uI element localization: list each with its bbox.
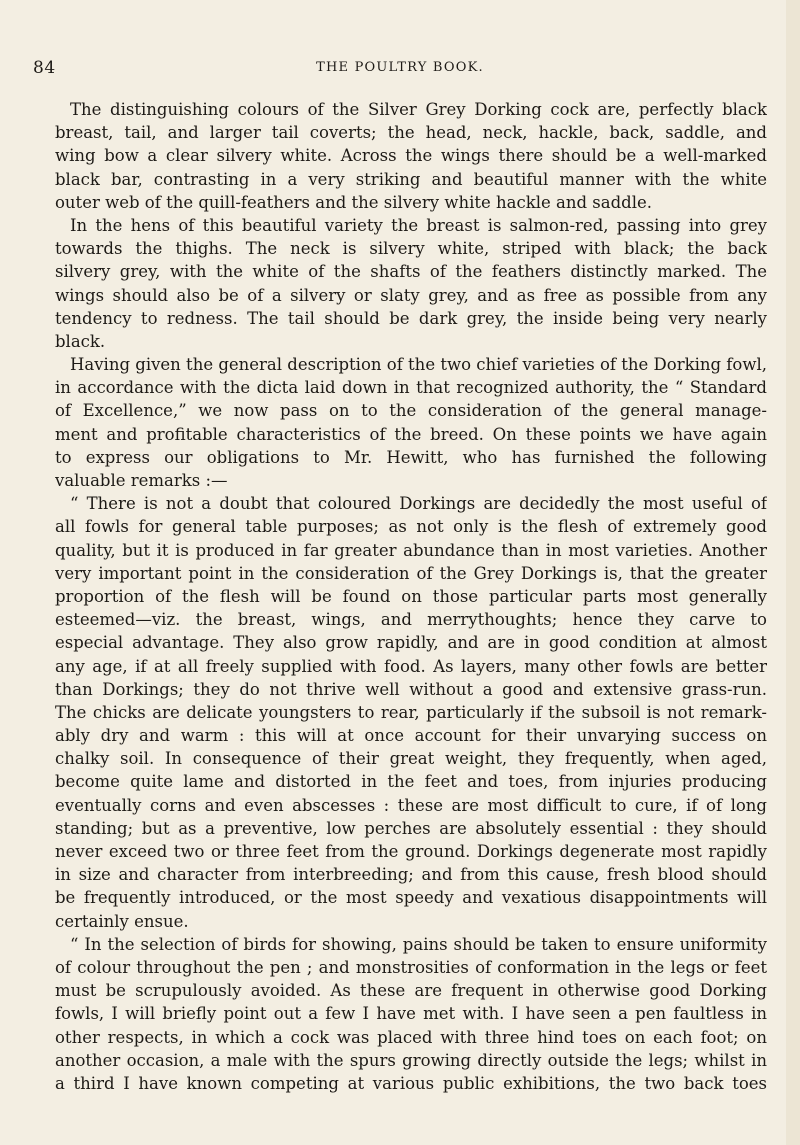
text-line: fowls, I will briefly point out a few I have met with. I have seen a pen faultless in (55, 1004, 767, 1024)
text-line: quality, but it is produced in far greater abundance than in most varieties. Another (55, 540, 767, 560)
text-line: a third I have known competing at various public exhibitions, the two back toes (55, 1073, 767, 1093)
text-line: especial advantage. They also grow rapidly, and are in good condition at almost (55, 633, 767, 653)
text-line: towards the thighs. The neck is silvery white, striped with black; the back (55, 239, 767, 259)
running-head: THE POULTRY BOOK. (316, 60, 484, 75)
text-line: another occasion, a male with the spurs growing directly outside the legs; whilst in (55, 1050, 767, 1070)
text-line: wings should also be of a silvery or slaty grey, and as free as possible from any (55, 285, 767, 305)
text-line: in accordance with the dicta laid down in that recognized authority, the “ Standard (55, 378, 767, 398)
text-line: of Excellence,” we now pass on to the consideration of the general manage- (55, 401, 767, 421)
text-line: esteemed—viz. the breast, wings, and merrythoughts; hence they carve to (55, 610, 767, 630)
text-line: must be scrupulously avoided. As these are frequent in otherwise good Dorking (55, 981, 767, 1001)
text-line: The distinguishing colours of the Silver Grey Dorking cock are, perfectly black (70, 100, 767, 119)
text-line: certainly ensue. (55, 911, 189, 931)
text-line: valuable remarks :— (55, 471, 228, 490)
text-line: standing; but as a preventive, low perches are absolutely essential : they should (55, 818, 767, 838)
text-line: “ In the selection of birds for showing, pains should be taken to ensure uniformity (70, 934, 767, 954)
text-line: outer web of the quill-feathers and the silvery white hackle and saddle. (55, 192, 653, 212)
text-line: be frequently introduced, or the most speedy and vexatious disappointments will (55, 888, 767, 908)
text-line: wing bow a clear silvery white. Across the wings there should be a well-marked (55, 146, 767, 166)
body-text (55, 98, 767, 1095)
text-line: eventually corns and even abscesses : these are most difficult to cure, if of long (55, 795, 767, 815)
text-line: The chicks are delicate youngsters to rear, particularly if the subsoil is not remark- (55, 702, 767, 722)
text-line: than Dorkings; they do not thrive well without a good and extensive grass-run. (55, 679, 767, 699)
text-line: tendency to redness. The tail should be dark grey, the inside being very nearly (55, 308, 767, 328)
text-line: black bar, contrasting in a very striking and beautiful manner with the white (55, 169, 767, 189)
page-edge (786, 0, 800, 1145)
text-line: never exceed two or three feet from the ground. Dorkings degenerate most rapidly (55, 842, 767, 861)
text-line: silvery grey, with the white of the shafts of the feathers distinctly marked. The (55, 262, 767, 282)
text-line: In the hens of this beautiful variety the breast is salmon-red, passing into grey (70, 215, 767, 235)
text-line: all fowls for general table purposes; as not only is the flesh of extremely good (55, 517, 767, 537)
text-line: ment and profitable characteristics of the breed. On these points we have again (55, 424, 767, 444)
text-line: Having given the general description of the two chief varieties of the Dorking fowl, (70, 355, 767, 375)
text-line: become quite lame and distorted in the feet and toes, from injuries producing (55, 772, 767, 792)
text-line: very important point in the consideration of the Grey Dorkings is, that the greater (55, 563, 767, 583)
text-line: chalky soil. In consequence of their great weight, they frequently, when aged, (55, 749, 767, 769)
text-line: to express our obligations to Mr. Hewitt, who has furnished the following (55, 447, 767, 467)
page-number: 84 (33, 58, 56, 78)
text-line: of colour throughout the pen ; and monstrosities of conformation in the legs or feet (55, 957, 767, 977)
text-line: ably dry and warm : this will at once account for their unvarying success on (55, 726, 767, 746)
text-line: other respects, in which a cock was placed with three hind toes on each foot; on (55, 1027, 767, 1047)
text-line: in size and character from interbreeding; and from this cause, fresh blood should (55, 865, 767, 885)
text-line: breast, tail, and larger tail coverts; the head, neck, hackle, back, saddle, and (55, 123, 767, 143)
text-line: “ There is not a doubt that coloured Dorkings are decidedly the most useful of (70, 494, 767, 514)
text-line: any age, if at all freely supplied with food. As layers, many other fowls are better (55, 656, 767, 676)
text-line: black. (55, 331, 106, 351)
text-line: proportion of the flesh will be found on those particular parts most generally (55, 586, 767, 606)
